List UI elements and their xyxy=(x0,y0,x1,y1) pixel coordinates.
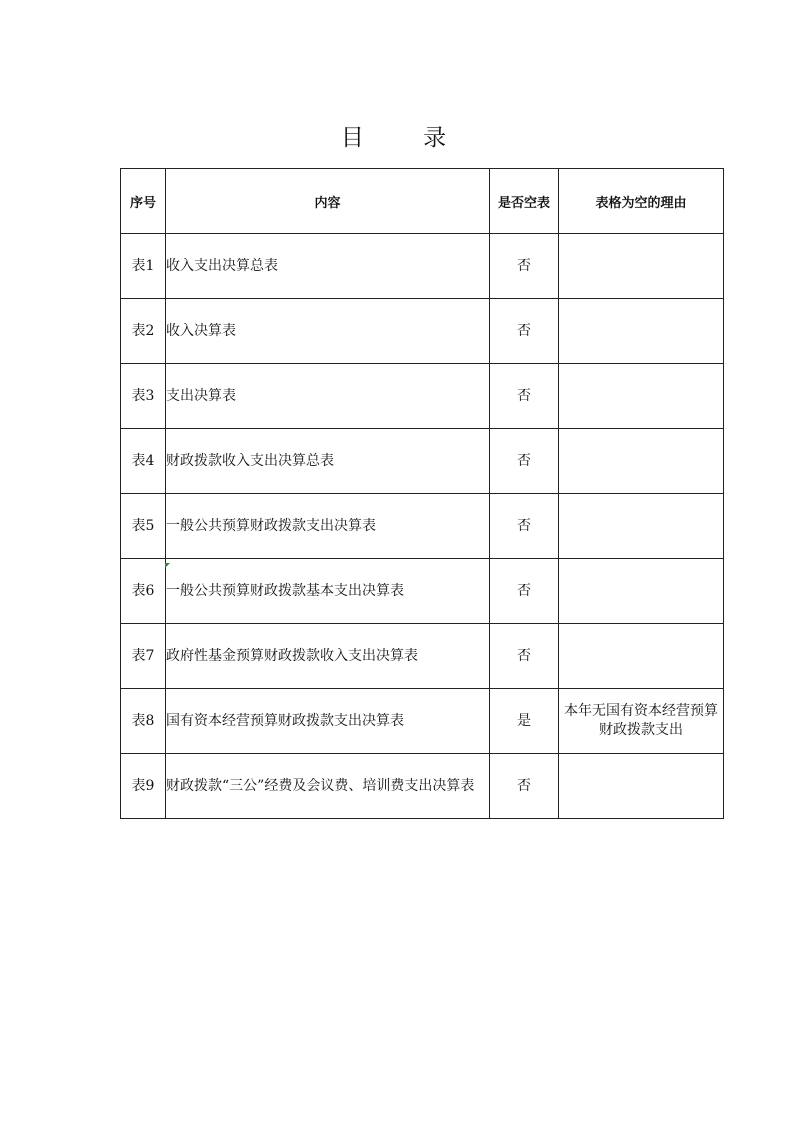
row-reason xyxy=(559,559,724,624)
row-is-empty: 否 xyxy=(490,234,559,299)
row-content: 国有资本经营预算财政拨款支出决算表 xyxy=(166,689,490,754)
header-content: 内容 xyxy=(166,169,490,234)
row-content: 收入支出决算总表 xyxy=(166,234,490,299)
row-content: 收入决算表 xyxy=(166,299,490,364)
contents-table xyxy=(120,168,724,819)
header-index: 序号 xyxy=(121,169,166,234)
row-index: 表3 xyxy=(121,364,166,429)
table-row xyxy=(121,689,724,754)
row-content: 财政拨款收入支出决算总表 xyxy=(166,429,490,494)
row-index: 表5 xyxy=(121,494,166,559)
row-index: 表2 xyxy=(121,299,166,364)
table-row xyxy=(121,559,724,624)
row-reason xyxy=(559,754,724,819)
row-reason: 本年无国有资本经营预算财政拨款支出 xyxy=(559,689,724,754)
row-index: 表9 xyxy=(121,754,166,819)
row-is-empty: 否 xyxy=(490,299,559,364)
header-row xyxy=(121,169,724,234)
row-reason xyxy=(559,494,724,559)
table-row xyxy=(121,429,724,494)
table-row xyxy=(121,754,724,819)
page-title: 目 录 xyxy=(340,125,473,151)
table-row xyxy=(121,624,724,689)
row-reason xyxy=(559,364,724,429)
row-index: 表6 xyxy=(121,559,166,624)
row-reason xyxy=(559,429,724,494)
row-is-empty: 否 xyxy=(490,559,559,624)
row-is-empty: 否 xyxy=(490,494,559,559)
row-content: 一般公共预算财政拨款支出决算表 xyxy=(166,494,490,559)
row-reason xyxy=(559,234,724,299)
row-is-empty: 否 xyxy=(490,624,559,689)
table-row xyxy=(121,364,724,429)
header-is-empty: 是否空表 xyxy=(490,169,559,234)
cell-comment-marker xyxy=(165,563,170,568)
row-content: 一般公共预算财政拨款基本支出决算表 xyxy=(166,559,490,624)
row-is-empty: 否 xyxy=(490,754,559,819)
row-index: 表1 xyxy=(121,234,166,299)
row-index: 表7 xyxy=(121,624,166,689)
table-row xyxy=(121,234,724,299)
row-content: 支出决算表 xyxy=(166,364,490,429)
row-is-empty: 是 xyxy=(490,689,559,754)
row-is-empty: 否 xyxy=(490,364,559,429)
row-content: 财政拨款“三公”经费及会议费、培训费支出决算表 xyxy=(166,754,490,819)
table-row xyxy=(121,494,724,559)
header-reason: 表格为空的理由 xyxy=(559,169,724,234)
row-content: 政府性基金预算财政拨款收入支出决算表 xyxy=(166,624,490,689)
row-index: 表4 xyxy=(121,429,166,494)
row-index: 表8 xyxy=(121,689,166,754)
row-is-empty: 否 xyxy=(490,429,559,494)
row-reason xyxy=(559,299,724,364)
table-row xyxy=(121,299,724,364)
row-reason xyxy=(559,624,724,689)
